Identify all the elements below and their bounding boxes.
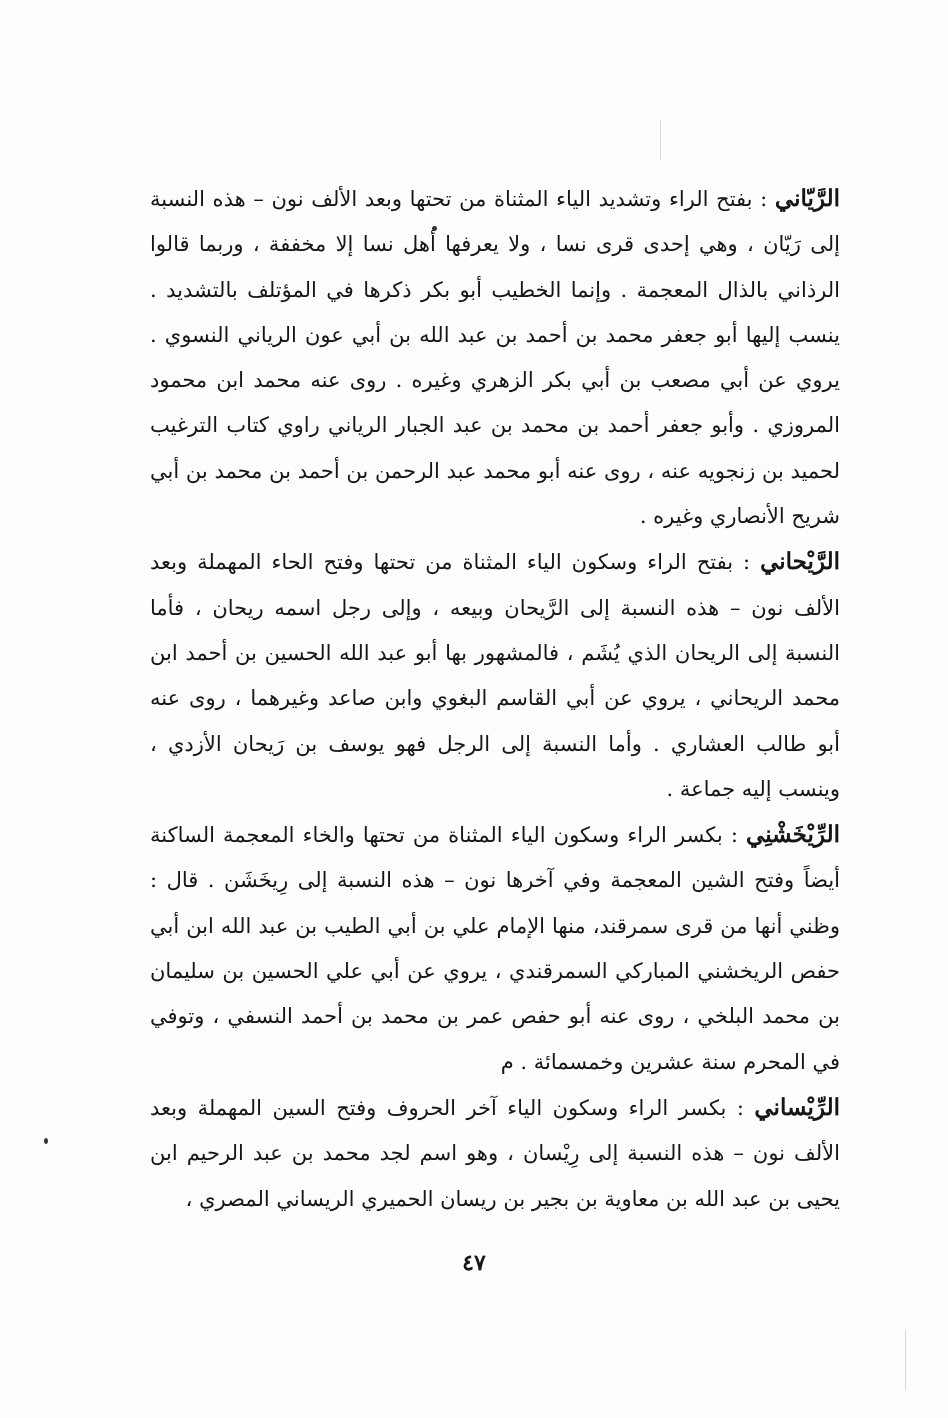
entry-al-rayhani (150, 539, 840, 812)
entry-body: : بكسر الراء وسكون الياء المثناة من تحتها والخاء المعجمة الساكنة أيضاً وفتح الشين المعجمة وفي آخرها نون – هذه النسبة إلى رِيخَشَن . قال : وظني أنها من قرى سمرقند، منها الإمام علي بن أبي الطيب بن عبد الله ابن أبي حفص الريخشني المباركي السمرقندي ، يروي عن أبي علي الحسين بن سليمان بن محمد البلخي ، روى عنه أبو حفص عمر بن محمد بن أحمد النسفي ، وتوفي في المحرم سنة عشرين وخمسمائة . م (150, 823, 840, 1074)
entry-heading: الرِّيْساني (754, 1093, 840, 1121)
page-number: ٤٧ (462, 1250, 486, 1276)
scan-speck (44, 1138, 48, 1144)
entry-body: : بفتح الراء وسكون الياء المثناة من تحتها وفتح الحاء المهملة وبعد الألف نون – هذه النسبة إلى الرَّيحان وبيعه ، وإلى رجل اسمه ريحان ، فأما النسبة إلى الريحان الذي يُشَم ، فالمشهور بها أبو عبد الله الحسين بن أحمد ابن محمد الريحاني ، يروي عن أبي القاسم البغوي وابن صاعد وغيرهما ، روى عنه أبو طالب العشاري . وأما النسبة إلى الرجل فهو يوسف بن رَيحان الأزدي ، وينسب إليه جماعة . (150, 550, 840, 801)
main-text-block (150, 176, 840, 1222)
entry-body: : بكسر الراء وسكون الياء آخر الحروف وفتح السين المهملة وبعد الألف نون – هذه النسبة إلى رِيْسان ، وهو اسم لجد محمد بن عبد الرحيم ابن يحيى بن عبد الله بن معاوية بن بجير بن ريسان الحميري الريساني المصري ، (150, 1095, 840, 1211)
scan-artifact-line (660, 120, 661, 160)
entry-al-rayyani (150, 176, 840, 539)
entry-al-reesani (150, 1085, 840, 1222)
scan-artifact-line (905, 1330, 906, 1390)
entry-heading: الرِّيْخَشْنِي (746, 821, 840, 849)
entry-heading: الرَّيّاني (774, 185, 840, 212)
entry-body: : بفتح الراء وتشديد الياء المثناة من تحتها وبعد الألف نون – هذه النسبة إلى رَيّان ، وهي إحدى قرى نسا ، ولا يعرفها أهل نسا إلا مخففة ، وربما قالوا الرذاني بالذال المعجمة . وإنما الخطيب أبو بكر ذكرها في المؤتلف بالتشديد . ينسب إليها أبو جعفر محمد بن أحمد بن عبد الله بن أبي عون الرياني النسوي . يروي عن أبي مصعب بن أبي بكر الزهري وغيره . روى عنه محمد ابن محمود المروزي . وأبو جعفر أحمد بن محمد بن عبد الجبار الرياني راوي كتاب الترغيب لحميد بن زنجويه عنه ، روى عنه أبو محمد عبد الرحمن بن أحمد بن محمد بن أبي شريح الأنصاري وغيره . (150, 187, 840, 529)
entry-al-reekhashni (150, 812, 840, 1085)
entry-heading: الرَّيْحاني (760, 548, 840, 576)
scan-speck (432, 226, 437, 231)
